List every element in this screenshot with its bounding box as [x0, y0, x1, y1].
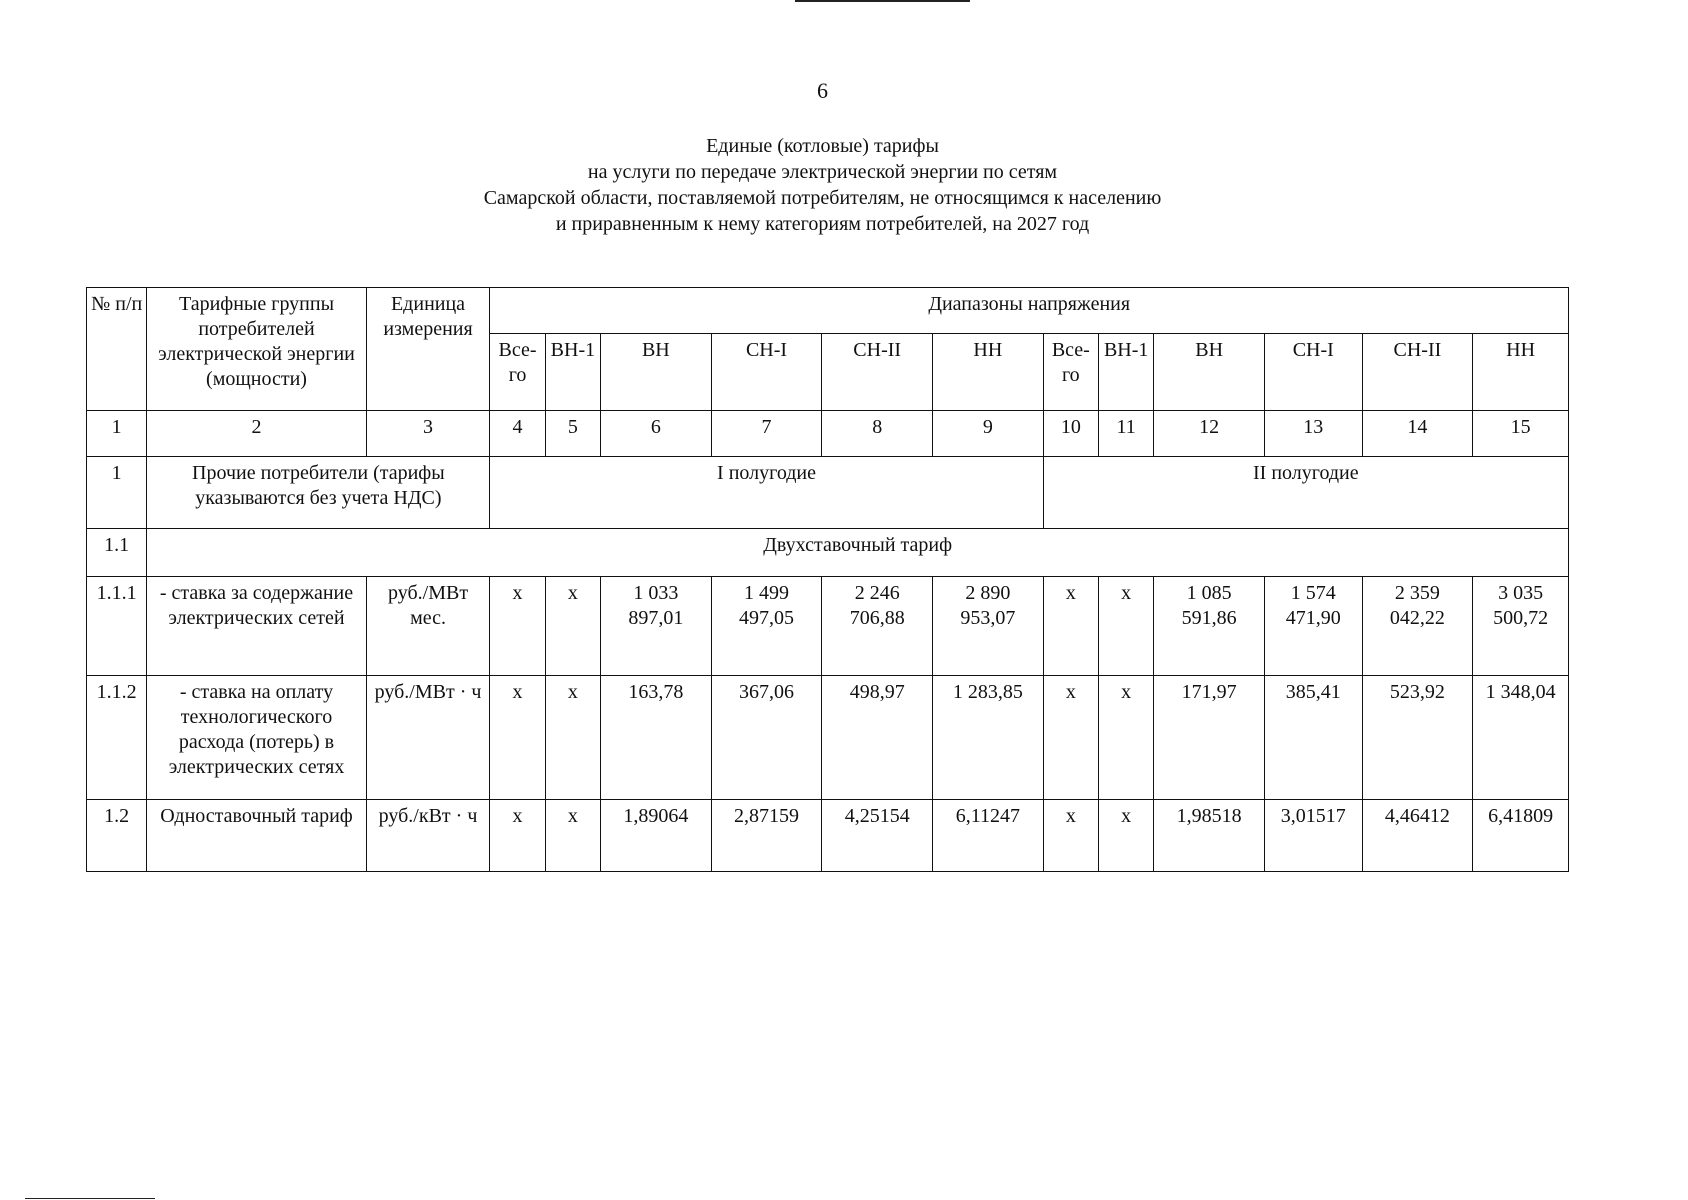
- header-sub: СН-II: [1362, 334, 1473, 411]
- cell-value: х: [545, 577, 600, 676]
- tariff-table: [86, 287, 1569, 872]
- cell-value: х: [1099, 800, 1154, 872]
- cell-value: 1 574 471,90: [1264, 577, 1362, 676]
- subsection-row: [87, 529, 1569, 577]
- cell-value: 1,89064: [601, 800, 712, 872]
- cell-value: 1 033 897,01: [601, 577, 712, 676]
- col-number: 13: [1264, 411, 1362, 457]
- title-line: Единые (котловые) тарифы: [706, 135, 939, 157]
- col-number: 6: [601, 411, 712, 457]
- row-label: - ставка за содержание электрических сетей: [147, 577, 366, 676]
- cell-value: х: [545, 676, 600, 800]
- title-line: и приравненным к нему категориям потребителей, на 2027 год: [555, 213, 1090, 235]
- title-line: на услуги по передаче электрической энергии по сетям: [587, 161, 1058, 183]
- col-number: 14: [1362, 411, 1473, 457]
- col-number: 15: [1473, 411, 1569, 457]
- header-unit: Единица измерения: [366, 288, 490, 411]
- header-sub: ВН: [1154, 334, 1265, 411]
- cell-value: 2 890 953,07: [933, 577, 1044, 676]
- cell-value: 3,01517: [1264, 800, 1362, 872]
- cell-value: 2,87159: [711, 800, 822, 872]
- header-ranges: Диапазоны напряжения: [490, 288, 1569, 334]
- cell-value: 163,78: [601, 676, 712, 800]
- page-number: 6: [817, 78, 828, 103]
- cell-value: х: [1043, 577, 1098, 676]
- cell-value: 367,06: [711, 676, 822, 800]
- cell-value: 4,46412: [1362, 800, 1473, 872]
- cell-value: 385,41: [1264, 676, 1362, 800]
- row-num: 1.1.2: [87, 676, 147, 800]
- cell-value: 4,25154: [822, 800, 933, 872]
- cell-value: 2 359 042,22: [1362, 577, 1473, 676]
- cell-value: х: [490, 800, 545, 872]
- table-row: [87, 676, 1569, 800]
- header-sub: ВН-1: [1099, 334, 1154, 411]
- header-sub: СН-I: [1264, 334, 1362, 411]
- row-num: 1.2: [87, 800, 147, 872]
- col-number: 5: [545, 411, 600, 457]
- title-line: Самарской области, поставляемой потребителям, не относящимся к населению: [483, 187, 1162, 209]
- col-number: 2: [147, 411, 366, 457]
- cell-value: х: [1043, 676, 1098, 800]
- cell-value: 1 085 591,86: [1154, 577, 1265, 676]
- cell-value: 2 246 706,88: [822, 577, 933, 676]
- subsection-label: Двухставочный тариф: [147, 529, 1569, 577]
- cell-value: х: [490, 577, 545, 676]
- header-sub: Все-го: [1043, 334, 1098, 411]
- col-number: 3: [366, 411, 490, 457]
- col-number: 9: [933, 411, 1044, 457]
- col-number: 7: [711, 411, 822, 457]
- section-row: [87, 457, 1569, 529]
- header-groups: Тарифные группы потребителей электрической энергии (мощности): [147, 288, 366, 411]
- cell-value: 3 035 500,72: [1473, 577, 1569, 676]
- col-number: 4: [490, 411, 545, 457]
- header-sub: Все-го: [490, 334, 545, 411]
- cell-value: 6,41809: [1473, 800, 1569, 872]
- cell-value: х: [1099, 676, 1154, 800]
- cell-value: 1 499 497,05: [711, 577, 822, 676]
- header-sub: ВН: [601, 334, 712, 411]
- row-unit: руб./МВт · ч: [366, 676, 490, 800]
- scan-artifact-line: [795, 0, 970, 2]
- row-label: - ставка на оплату технологического расхода (потерь) в электрических сетях: [147, 676, 366, 800]
- document-title: [0, 133, 1645, 237]
- header-sub: НН: [1473, 334, 1569, 411]
- column-number-row: [87, 411, 1569, 457]
- header-row: [87, 288, 1569, 334]
- header-sub: ВН-1: [545, 334, 600, 411]
- header-sub: СН-II: [822, 334, 933, 411]
- col-number: 1: [87, 411, 147, 457]
- header-sub: НН: [933, 334, 1044, 411]
- header-num: № п/п: [87, 288, 147, 411]
- scan-artifact-line: [25, 1198, 155, 1199]
- table-row: [87, 800, 1569, 872]
- table-row: [87, 577, 1569, 676]
- half-year-2: II полугодие: [1043, 457, 1568, 529]
- col-number: 8: [822, 411, 933, 457]
- section-label: Прочие потребители (тарифы указываются без учета НДС): [147, 457, 490, 529]
- cell-value: 171,97: [1154, 676, 1265, 800]
- cell-value: х: [1099, 577, 1154, 676]
- row-unit: руб./МВт мес.: [366, 577, 490, 676]
- cell-value: х: [1043, 800, 1098, 872]
- section-num: 1: [87, 457, 147, 529]
- row-num: 1.1.1: [87, 577, 147, 676]
- col-number: 10: [1043, 411, 1098, 457]
- cell-value: х: [490, 676, 545, 800]
- cell-value: 6,11247: [933, 800, 1044, 872]
- cell-value: 498,97: [822, 676, 933, 800]
- col-number: 11: [1099, 411, 1154, 457]
- header-sub: СН-I: [711, 334, 822, 411]
- cell-value: 1 283,85: [933, 676, 1044, 800]
- half-year-1: I полугодие: [490, 457, 1043, 529]
- cell-value: х: [545, 800, 600, 872]
- cell-value: 1 348,04: [1473, 676, 1569, 800]
- row-unit: руб./кВт · ч: [366, 800, 490, 872]
- subsection-num: 1.1: [87, 529, 147, 577]
- cell-value: 523,92: [1362, 676, 1473, 800]
- cell-value: 1,98518: [1154, 800, 1265, 872]
- row-label: Одноставочный тариф: [147, 800, 366, 872]
- col-number: 12: [1154, 411, 1265, 457]
